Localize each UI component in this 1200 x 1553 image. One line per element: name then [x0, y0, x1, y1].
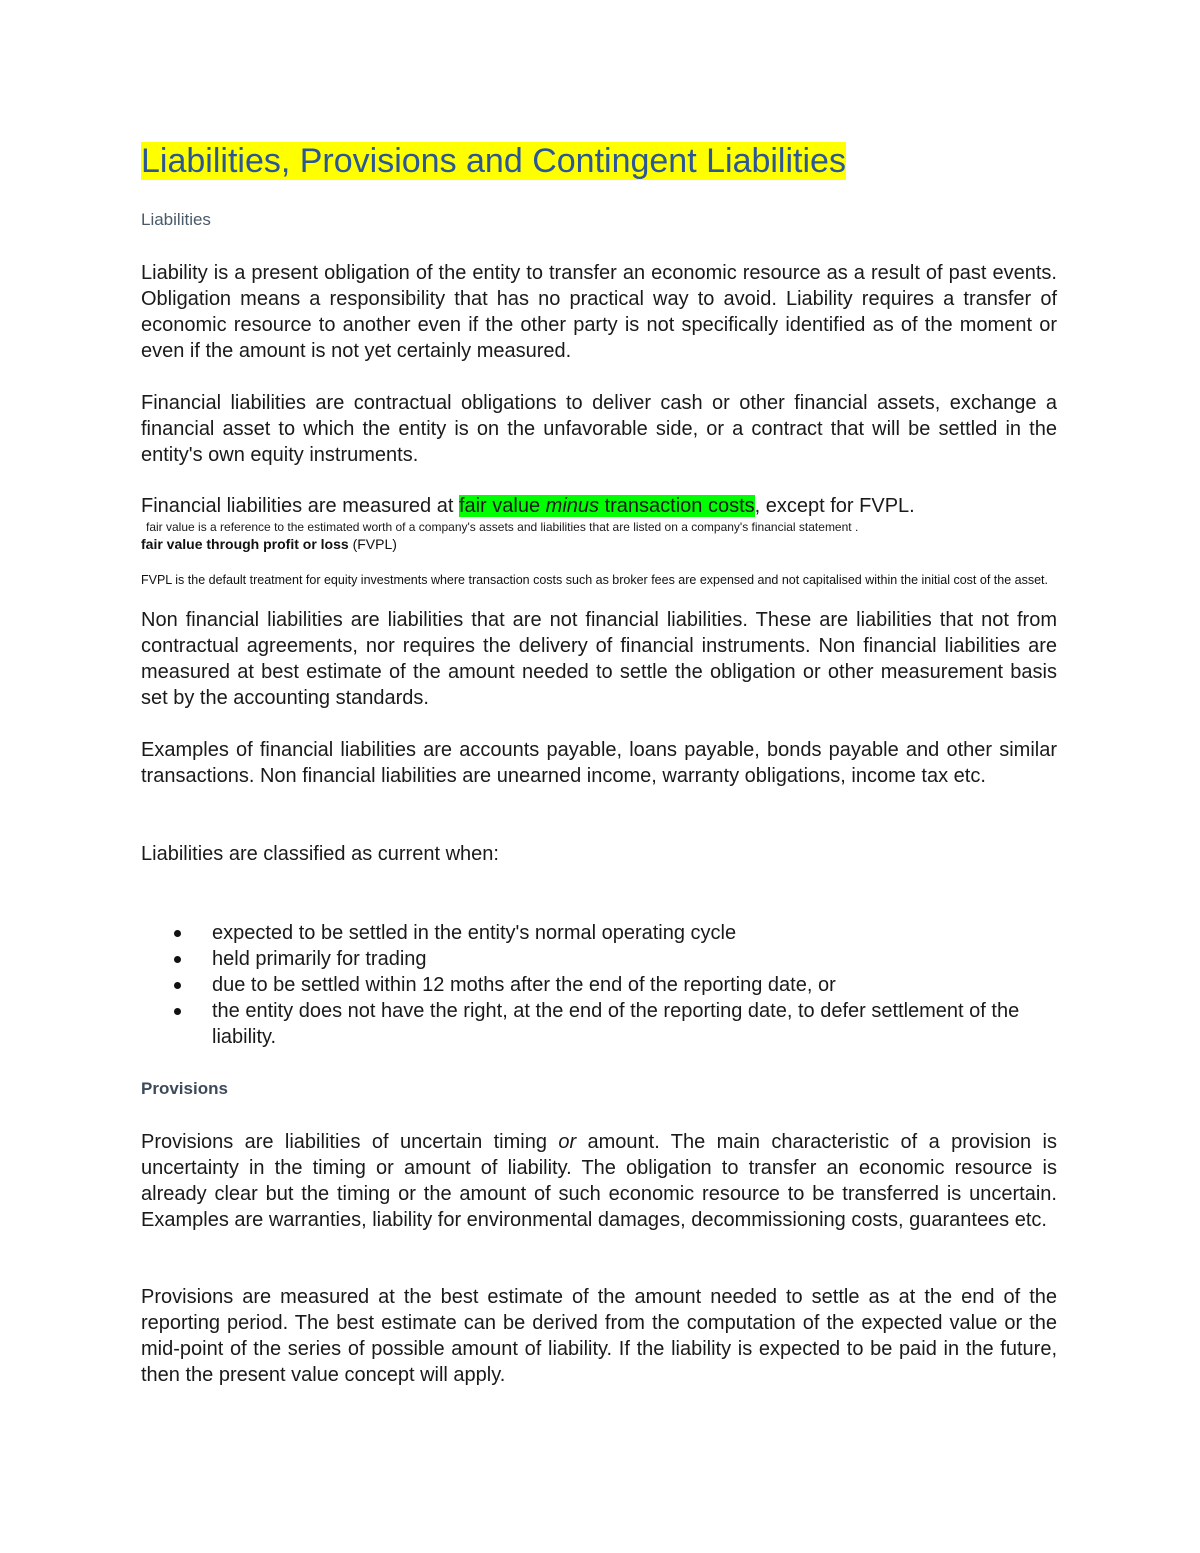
list-item	[141, 972, 1057, 998]
list-item	[141, 946, 1057, 972]
fvpl-note: FVPL is the default treatment for equity investments where transaction costs such as broker fees are expensed and not capitalised within the initial cost of the asset.	[141, 573, 1048, 587]
bullet-icon	[174, 956, 181, 963]
bullet-icon	[174, 1008, 181, 1015]
title-highlight: Liabilities, Provisions and Contingent Liabilities	[141, 142, 846, 180]
paragraph-measurement	[141, 493, 1057, 519]
fvpl-abbrev: (FVPL)	[348, 536, 397, 552]
bullet-icon	[174, 930, 181, 937]
paragraph-non-financial-liabilities: Non financial liabilities are liabilities that are not financial liabilities. These are liabilities that not from contractual agreements, nor requires the delivery of financial instruments. Non financial liabilities are measured at best estimate of the amount needed to settle the obligation or other measurement basis set by the accounting standards.	[141, 609, 1057, 709]
measurement-suffix: , except for FVPL.	[754, 495, 915, 517]
list-item	[141, 920, 1057, 946]
fvpl-definition	[141, 536, 397, 553]
list-item	[141, 998, 1057, 1050]
paragraph-provisions-measurement: Provisions are measured at the best estimate of the amount needed to settle as at the end of the reporting period. The best estimate can be derived from the computation of the expected value or the mid-point of the series of possible amount of liability. If the liability is expected to be paid in the future, then the present value concept will apply.	[141, 1286, 1057, 1386]
paragraph-classification: Liabilities are classified as current when:	[141, 843, 499, 865]
provisions-text-a: Provisions are liabilities of uncertain timing	[141, 1131, 559, 1153]
provisions-heading: Provisions	[141, 1079, 228, 1098]
fvpl-bold-term: fair value through profit or loss	[141, 536, 349, 552]
list-item-text: the entity does not have the right, at the end of the reporting date, to defer settlement of the liability.	[212, 1000, 1020, 1048]
paragraph-provisions-definition	[141, 1129, 1057, 1233]
highlighted-phrase	[459, 495, 755, 517]
measurement-prefix: Financial liabilities are measured at	[141, 495, 459, 517]
list-item-text: due to be settled within 12 moths after the end of the reporting date, or	[212, 974, 836, 996]
highlight-italic: minus	[545, 495, 600, 517]
current-criteria-list	[141, 920, 1057, 1050]
provisions-text-b: amount. The main characteristic of a provision is uncertainty in the timing or amount of liability. The obligation to transfer an economic resource is already clear but the timing or the amount of such economic resource to be transferred is uncertain. Examples are warranties, liability for environmental damages, decommissioning costs, guarantees etc.	[141, 1131, 1057, 1231]
paragraph-liability-definition: Liability is a present obligation of the entity to transfer an economic resource as a result of past events. Obligation means a responsibility that has no practical way to avoid. Liability requires a transfer of economic resource to another even if the other party is not specifically identified as of the moment or even if the amount is not yet certainly measured.	[141, 262, 1057, 362]
document-title	[141, 140, 846, 182]
paragraph-examples: Examples of financial liabilities are accounts payable, loans payable, bonds payable and other similar transactions. Non financial liabilities are unearned income, warranty obligations, income tax etc.	[141, 739, 1057, 787]
highlight-text-b: transaction costs	[599, 495, 755, 517]
highlight-text-a: fair value	[458, 495, 546, 517]
list-item-text: expected to be settled in the entity's normal operating cycle	[212, 922, 737, 944]
provisions-italic: or	[558, 1131, 577, 1153]
list-item-text: held primarily for trading	[212, 948, 427, 970]
bullet-icon	[174, 982, 181, 989]
paragraph-financial-liabilities: Financial liabilities are contractual obligations to deliver cash or other financial assets, exchange a financial asset to which the entity is on the unfavorable side, or a contract that will be settled in the entity's own equity instruments.	[141, 392, 1057, 466]
fair-value-note: fair value is a reference to the estimated worth of a company's assets and liabilities that are listed on a company's financial statement .	[146, 520, 859, 534]
liabilities-heading: Liabilities	[141, 210, 211, 229]
